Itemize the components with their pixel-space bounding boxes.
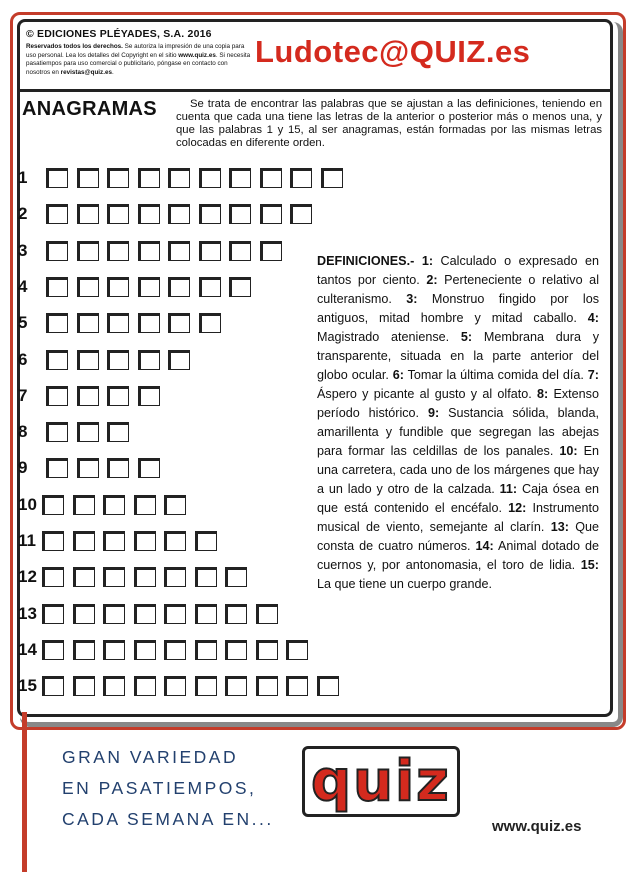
grid-row (18, 348, 199, 372)
letter-box[interactable] (103, 676, 125, 696)
letter-box[interactable] (46, 458, 68, 478)
definition-text: Perteneciente o relativo al culteranismo. (317, 273, 599, 306)
letter-box[interactable] (138, 168, 160, 188)
row-cells (42, 495, 195, 515)
letter-box[interactable] (46, 313, 68, 333)
definition-text: Magistrado ateniense. (317, 330, 461, 344)
letter-box[interactable] (107, 204, 129, 224)
letter-box[interactable] (286, 640, 308, 660)
letter-box[interactable] (199, 313, 221, 333)
grid-row (18, 565, 256, 589)
definitions-heading: DEFINICIONES.- (317, 254, 415, 268)
rights-text-1: Se autoriza la impresión de una copia para uso personal. Lea los detalles del Copyright en el sitio (26, 43, 245, 59)
letter-box[interactable] (229, 277, 251, 297)
definitions-text (317, 252, 599, 594)
letter-box[interactable] (46, 422, 68, 442)
letter-box[interactable] (107, 458, 129, 478)
row-cells (46, 350, 199, 370)
letter-box[interactable] (256, 640, 278, 660)
letter-box[interactable] (107, 168, 129, 188)
row-number: 8 (18, 422, 28, 442)
row-number: 11 (18, 531, 36, 550)
letter-box[interactable] (46, 386, 68, 406)
definition-text: Monstruo fingido por los antiguos, mitad hombre y mitad caballo. (317, 292, 599, 325)
brand-logo: Ludotec@QUIZ.es (255, 34, 531, 69)
row-number: 12 (18, 567, 37, 587)
letter-box[interactable] (46, 204, 68, 224)
letter-box[interactable] (73, 495, 95, 515)
row-cells (46, 168, 351, 188)
letter-box[interactable] (260, 168, 282, 188)
grid-row (18, 384, 168, 408)
quiz-url[interactable]: www.quiz.es (492, 818, 582, 835)
letter-box[interactable] (164, 531, 186, 551)
letter-box[interactable] (260, 204, 282, 224)
row-number: 6 (18, 349, 28, 369)
grid-row (18, 674, 347, 698)
letter-box[interactable] (286, 676, 308, 696)
row-number: 10 (18, 494, 37, 514)
letter-box[interactable] (138, 350, 160, 370)
letter-box[interactable] (199, 241, 221, 261)
row-number: 3 (18, 240, 28, 260)
letter-box[interactable] (225, 604, 247, 624)
rights-site-link[interactable]: www.quiz.es (178, 51, 216, 59)
letter-box[interactable] (77, 313, 99, 333)
letter-box[interactable] (138, 386, 160, 406)
copyright-notice (26, 43, 252, 77)
row-cells (46, 204, 321, 224)
letter-box[interactable] (42, 567, 64, 587)
letter-box[interactable] (164, 676, 186, 696)
definition-number: 6: (392, 368, 404, 382)
letter-box[interactable] (256, 604, 278, 624)
letter-box[interactable] (138, 241, 160, 261)
rights-text-3: . (111, 68, 114, 76)
definition-number: 7: (587, 368, 599, 382)
letter-box[interactable] (107, 386, 129, 406)
letter-box[interactable] (107, 422, 129, 442)
row-cells (46, 386, 168, 406)
grid-row (18, 638, 317, 662)
letter-box[interactable] (103, 495, 125, 515)
definition-text: Instrumento musical de viento, semejante al clarín. (317, 501, 600, 534)
letter-box[interactable] (290, 168, 312, 188)
row-number: 1 (18, 168, 28, 187)
letter-box[interactable] (42, 604, 64, 624)
row-cells (46, 277, 260, 297)
row-cells (42, 531, 225, 551)
row-cells (42, 640, 317, 660)
letter-box[interactable] (168, 241, 190, 261)
definition-number: 11: (499, 482, 518, 496)
header-divider (20, 89, 610, 92)
grid-row (18, 239, 290, 263)
letter-box[interactable] (134, 495, 156, 515)
letter-box[interactable] (73, 567, 95, 587)
letter-box[interactable] (225, 676, 247, 696)
definition-text: Que consta de cuatro números. (317, 520, 599, 553)
letter-box[interactable] (260, 241, 282, 261)
letter-box[interactable] (195, 604, 217, 624)
letter-box[interactable] (195, 567, 217, 587)
letter-box[interactable] (77, 386, 99, 406)
letter-box[interactable] (73, 676, 95, 696)
definition-number: 13: (550, 520, 569, 534)
row-number: 4 (18, 276, 28, 296)
letter-box[interactable] (103, 604, 125, 624)
letter-box[interactable] (73, 640, 95, 660)
letter-box[interactable] (134, 676, 156, 696)
definition-text: Membrana dura y transparente, situada en la parte anterior del globo ocular. (317, 330, 599, 382)
letter-box[interactable] (134, 640, 156, 660)
grid-row (18, 311, 229, 335)
definition-number: 12: (508, 501, 527, 515)
letter-box[interactable] (77, 422, 99, 442)
rights-mail-link[interactable]: revistas@quiz.es (60, 68, 112, 76)
definition-text: Extenso período histórico. (317, 387, 599, 420)
letter-box[interactable] (103, 531, 125, 551)
quiz-logo (302, 749, 460, 814)
rights-lead: Reservados todos los derechos. (26, 43, 123, 50)
definition-text: Calculado o expresado en tantos por ciento. (317, 254, 600, 287)
letter-box[interactable] (134, 604, 156, 624)
letter-box[interactable] (164, 567, 186, 587)
letter-box[interactable] (134, 567, 156, 587)
row-number: 13 (18, 603, 37, 623)
promo-line-3: CADA SEMANA EN... (62, 809, 274, 829)
letter-box[interactable] (164, 604, 186, 624)
letter-box[interactable] (195, 676, 217, 696)
definition-number: 15: (580, 558, 599, 572)
puzzle-intro: Se trata de encontrar las palabras que se ajustan a las definiciones, teniendo en cuenta que cada una tiene las letras de la anterior o posterior más o menos una, y que las palabras 1 y 15, al ser anagramas, están formadas por las mismas letras colocadas en diferente orden. (176, 98, 602, 149)
letter-box[interactable] (134, 531, 156, 551)
row-number: 5 (18, 313, 28, 333)
row-cells (42, 567, 256, 587)
letter-box[interactable] (103, 567, 125, 587)
row-number: 2 (18, 204, 28, 224)
grid-row (18, 456, 168, 480)
quiz-logo-word: quiz (302, 746, 460, 817)
letter-box[interactable] (168, 313, 190, 333)
letter-box[interactable] (164, 640, 186, 660)
definition-number: 5: (460, 330, 473, 344)
definition-number: 4: (587, 311, 599, 325)
definition-text: En una carretera, cada uno de los márgenes que hay a un lado y otro de la calzada. (317, 444, 600, 496)
letter-box[interactable] (107, 277, 129, 297)
grid-row (18, 275, 260, 299)
puzzle-title: ANAGRAMAS (22, 98, 157, 120)
letter-box[interactable] (73, 604, 95, 624)
definition-text: Caja ósea en que está contenido el encéfalo. (317, 482, 599, 515)
definition-number: 8: (537, 387, 549, 401)
definition-number: 14: (475, 539, 494, 553)
letter-box[interactable] (107, 313, 129, 333)
letter-box[interactable] (42, 676, 64, 696)
definition-number: 1: (421, 254, 434, 268)
row-cells (46, 458, 168, 478)
row-number: 9 (18, 458, 28, 478)
row-cells (42, 676, 347, 696)
letter-box[interactable] (46, 241, 68, 261)
letter-box[interactable] (229, 204, 251, 224)
row-cells (46, 241, 290, 261)
letter-box[interactable] (199, 277, 221, 297)
letter-box[interactable] (73, 531, 95, 551)
letter-box[interactable] (42, 640, 64, 660)
letter-box[interactable] (77, 277, 99, 297)
definition-number: 2: (426, 273, 438, 287)
definition-number: 10: (559, 444, 578, 458)
letter-box[interactable] (138, 277, 160, 297)
letter-box[interactable] (168, 168, 190, 188)
letter-box[interactable] (42, 531, 64, 551)
definition-text: Sustancia sólida, blanda, amarillenta y fundible que segregan las abejas para formar las celdillas de los panales. (317, 406, 599, 458)
letter-box[interactable] (225, 640, 247, 660)
row-number: 14 (18, 639, 37, 659)
letter-box[interactable] (199, 168, 221, 188)
letter-box[interactable] (164, 495, 186, 515)
letter-box[interactable] (256, 676, 278, 696)
publisher-line: © EDICIONES PLÉYADES, S.A. 2016 (26, 28, 212, 40)
letter-box[interactable] (195, 640, 217, 660)
letter-box[interactable] (225, 567, 247, 587)
row-cells (46, 422, 138, 442)
letter-box[interactable] (229, 168, 251, 188)
rights-text-2: . Si necesita pasatiempos para uso comercial o publicitario, póngase en contacto con nosotros en (26, 51, 251, 76)
letter-box[interactable] (46, 168, 68, 188)
letter-box[interactable] (138, 204, 160, 224)
letter-box[interactable] (168, 204, 190, 224)
letter-box[interactable] (168, 350, 190, 370)
grid-row (18, 529, 225, 553)
letter-box[interactable] (290, 204, 312, 224)
letter-box[interactable] (317, 676, 339, 696)
letter-box[interactable] (77, 241, 99, 261)
definition-text: Tomar la última comida del día. (403, 368, 588, 382)
letter-box[interactable] (199, 204, 221, 224)
letter-box[interactable] (46, 350, 68, 370)
letter-box[interactable] (195, 531, 217, 551)
letter-box[interactable] (77, 458, 99, 478)
definition-number: 9: (427, 406, 440, 420)
letter-box[interactable] (103, 640, 125, 660)
row-number: 7 (18, 385, 28, 405)
definitions-list (317, 254, 599, 591)
row-cells (46, 313, 229, 333)
grid-row (18, 493, 195, 517)
grid-row (18, 420, 138, 444)
letter-box[interactable] (138, 313, 160, 333)
letter-box[interactable] (77, 204, 99, 224)
letter-box[interactable] (107, 241, 129, 261)
promo-line-2: EN PASATIEMPOS, (62, 778, 257, 798)
definition-text: La que tiene un cuerpo grande. (317, 577, 493, 591)
grid-row (18, 602, 286, 626)
definition-number: 3: (406, 292, 418, 306)
letter-box[interactable] (77, 350, 99, 370)
letter-box[interactable] (168, 277, 190, 297)
promo-line-1: GRAN VARIEDAD (62, 747, 239, 767)
letter-box[interactable] (42, 495, 64, 515)
row-cells (42, 604, 286, 624)
definition-text: Áspero y picante al gusto y al olfato. (317, 387, 537, 401)
letter-box[interactable] (77, 168, 99, 188)
row-number: 15 (18, 676, 37, 696)
promo-text (62, 742, 274, 835)
letter-box[interactable] (46, 277, 68, 297)
grid-row (18, 166, 351, 190)
letter-box[interactable] (229, 241, 251, 261)
letter-box[interactable] (138, 458, 160, 478)
copyright-block (26, 28, 252, 77)
letter-box[interactable] (321, 168, 343, 188)
grid-row (18, 202, 321, 226)
definition-text: Animal dotado de cuernos y, por antonomasia, el toro de lidia. (317, 539, 599, 572)
letter-box[interactable] (107, 350, 129, 370)
